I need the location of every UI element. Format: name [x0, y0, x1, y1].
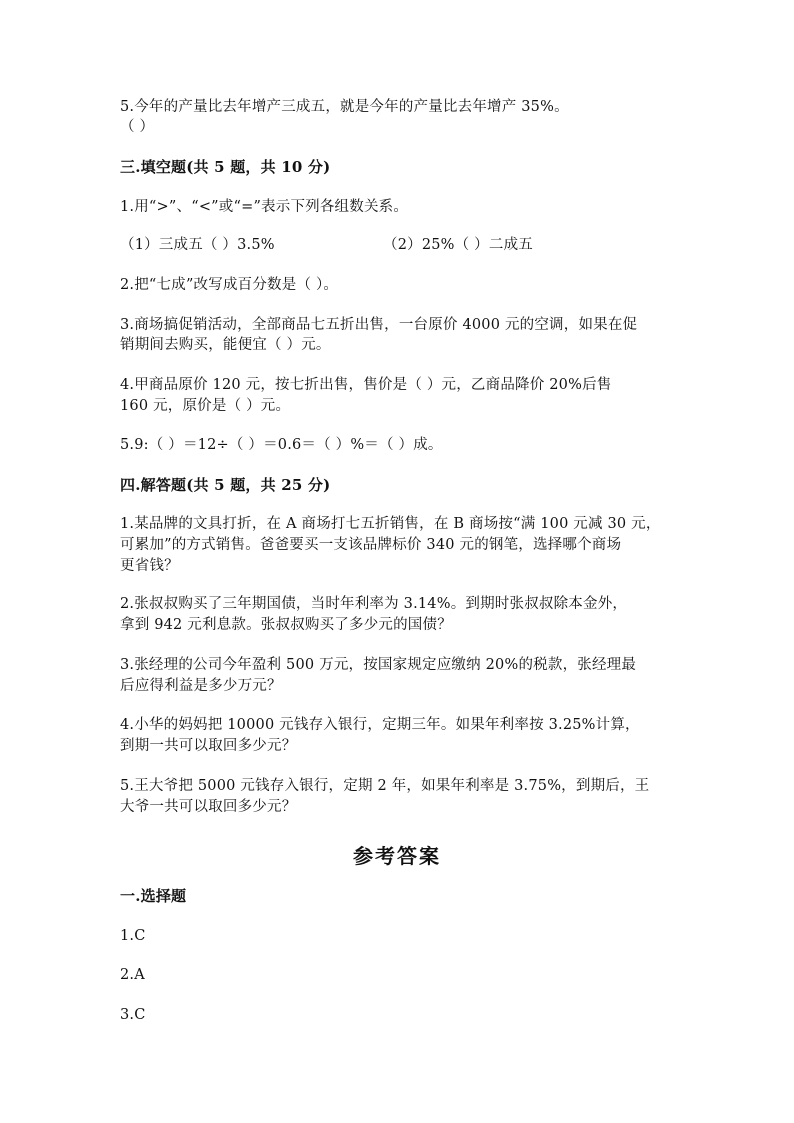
solve-q5-line-1: 5.王大爷把 5000 元钱存入银行，定期 2 年，如果年利率是 3.75%，到期后，王 [120, 778, 650, 794]
solve-q5-line-2: 大爷一共可以取回多少元？ [120, 799, 297, 815]
solve-q2-line-1: 2.张叔叔购买了三年期国债，当时年利率为 3.14%。到期时张叔叔除本金外， [120, 596, 628, 612]
fill-q1-stem: 1.用“>”、“<”或“=”表示下列各组数关系。 [120, 199, 409, 215]
fill-q4-line-2: 160 元，原价是（ ）元。 [120, 398, 291, 414]
fill-q4-line-1: 4.甲商品原价 120 元，按七折出售，售价是（ ）元，乙商品降价 20%后售 [120, 377, 612, 393]
fill-q2: 2.把“七成”改写成百分数是（ ）。 [120, 277, 339, 293]
fill-q1-part-2: （2）25%（ ）二成五 [383, 237, 533, 253]
fill-q1-part-1: （1）三成五（ ）3.5% [120, 237, 275, 253]
fill-q3-line-1: 3.商场搞促销活动，全部商品七五折出售，一台原价 4000 元的空调，如果在促 [120, 317, 638, 333]
question-5-line-1: 5.今年的产量比去年增产三成五，就是今年的产量比去年增产 35%。 [120, 99, 569, 115]
section-4-heading: 四.解答题(共 5 题，共 25 分) [120, 476, 331, 494]
answer-item: 2.A [120, 967, 145, 983]
solve-q4-line-2: 到期一共可以取回多少元？ [120, 738, 297, 754]
section-3-heading: 三.填空题(共 5 题，共 10 分) [120, 158, 331, 176]
solve-q2-line-2: 拿到 942 元利息款。张叔叔购买了多少元的国债？ [120, 617, 452, 633]
fill-q5: 5.9:（ ）＝12÷（ ）＝0.6＝（ ）%＝（ ）成。 [120, 437, 443, 453]
answer-key-title: 参考答案 [353, 844, 441, 868]
fill-q3-line-2: 销期间去购买，能便宜（ ）元。 [120, 337, 331, 353]
solve-q4-line-1: 4.小华的妈妈把 10000 元钱存入银行，定期三年。如果年利率按 3.25%计算， [120, 717, 640, 733]
answer-item: 3.C [120, 1007, 146, 1023]
question-5-answer-blank: （ ） [120, 119, 155, 135]
solve-q1-line-2: 可累加”的方式销售。爸爸要买一支该品牌标价 340 元的钢笔，选择哪个商场 [120, 537, 622, 553]
answer-item: 1.C [120, 928, 146, 944]
solve-q3-line-2: 后应得利益是多少万元？ [120, 678, 282, 694]
solve-q1-line-3: 更省钱？ [120, 558, 179, 574]
answer-section-1-heading: 一.选择题 [120, 887, 187, 905]
solve-q1-line-1: 1.某品牌的文具打折，在 A 商场打七五折销售，在 B 商场按“满 100 元减 30 元， [120, 516, 661, 532]
solve-q3-line-1: 3.张经理的公司今年盈利 500 万元，按国家规定应缴纳 20%的税款，张经理最 [120, 657, 637, 673]
